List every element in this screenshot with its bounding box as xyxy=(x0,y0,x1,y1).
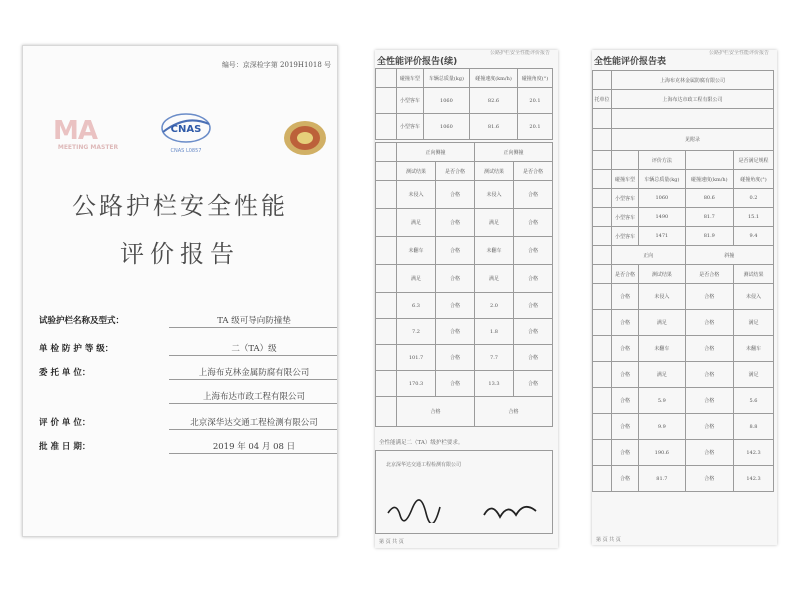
table-row xyxy=(593,466,774,492)
table-cell: 合格 xyxy=(436,345,475,371)
table-cell: 未翻车 xyxy=(734,336,774,362)
table-cell: 碰撞车型 xyxy=(612,170,639,189)
table-cell: 9.4 xyxy=(734,227,774,246)
table-cell: 101.7 xyxy=(397,345,436,371)
page-header: 公路护栏安全性能评价报告 xyxy=(489,50,550,56)
table-cell: 合格 xyxy=(514,345,553,371)
table-cell: 81.9 xyxy=(685,227,733,246)
table-row xyxy=(593,246,774,265)
table-cell: 13.3 xyxy=(475,371,514,397)
table-cell: 1.8 xyxy=(475,319,514,345)
table-cell: 未侵入 xyxy=(639,284,686,310)
info-value: TA 级可导向防撞垫 xyxy=(169,314,338,328)
table-cell: 142.3 xyxy=(734,440,774,466)
table-row xyxy=(593,151,774,170)
table-cell: 8.8 xyxy=(734,414,774,440)
info-label: 批 准 日 期： xyxy=(39,442,91,452)
table-cell: 合格 xyxy=(685,440,733,466)
seal-logo xyxy=(281,118,329,158)
table-cell: 20.1 xyxy=(517,114,552,140)
table-cell: 是否满足规程 xyxy=(734,151,774,170)
report-title-line1: 公路护栏安全性能 xyxy=(72,192,288,220)
table-cell xyxy=(593,388,612,414)
table-cell: 合格 xyxy=(685,336,733,362)
table-cell: 测试结果 xyxy=(397,162,436,181)
table-cell: 合格 xyxy=(436,293,475,319)
table-row xyxy=(376,162,553,181)
table-cell: 80.6 xyxy=(685,189,733,208)
table-cell xyxy=(376,397,397,427)
table-cell xyxy=(593,310,612,336)
table-cell xyxy=(376,114,397,140)
table-cell: 满足 xyxy=(639,310,686,336)
table-cell: 合格 xyxy=(612,336,639,362)
table-cell: 满足 xyxy=(639,362,686,388)
table-cell: 合格 xyxy=(612,284,639,310)
org-name: 北京深华达交通工程检测有限公司 xyxy=(386,462,462,468)
table-row xyxy=(376,397,553,427)
table-cell: 正向侧撞 xyxy=(475,143,553,162)
table-cell: 81.7 xyxy=(685,208,733,227)
table-row xyxy=(593,310,774,336)
table-cell: 81.7 xyxy=(639,466,686,492)
table-cell: 未翻车 xyxy=(475,237,514,265)
table-cell: 6.3 xyxy=(397,293,436,319)
table-cell: 合格 xyxy=(685,414,733,440)
table-cell: 斜撞 xyxy=(685,246,773,265)
table-cell: 170.3 xyxy=(397,371,436,397)
evaluation-table xyxy=(592,70,774,492)
table-cell: 1471 xyxy=(639,227,686,246)
table-cell: 合格 xyxy=(514,265,553,293)
table-cell xyxy=(593,71,612,90)
table-row xyxy=(593,227,774,246)
table-cell: 15.1 xyxy=(734,208,774,227)
info-value: 上海布克林金属防腐有限公司 xyxy=(169,366,338,380)
table-cell xyxy=(593,151,612,170)
info-value: 上海布达市政工程有限公司 xyxy=(169,390,338,404)
table-row xyxy=(593,129,774,151)
signature-1 xyxy=(386,499,442,523)
results-table xyxy=(375,142,553,427)
table-cell: 合格 xyxy=(514,371,553,397)
table-row xyxy=(376,319,553,345)
table-row xyxy=(593,388,774,414)
table-cell xyxy=(376,293,397,319)
table-cell: 上海布克林金属防腐有限公司 xyxy=(612,71,774,90)
info-value: 北京深华达交通工程检测有限公司 xyxy=(169,416,338,430)
report-number: 编号：京深检字第 2019H1018 号 xyxy=(221,61,331,69)
table-cell: 未侵入 xyxy=(397,181,436,209)
table-cell xyxy=(593,189,612,208)
report-table-page-a xyxy=(375,50,558,548)
vehicle-table xyxy=(375,68,553,140)
report-table-page-b xyxy=(592,50,777,545)
table-cell xyxy=(376,162,397,181)
table-row xyxy=(593,208,774,227)
cnas-logo-text: CNAS xyxy=(170,124,202,135)
table-row xyxy=(376,143,553,162)
signature-2 xyxy=(480,497,540,525)
table-cell xyxy=(593,265,612,284)
info-label: 委 托 单 位： xyxy=(39,368,91,378)
table-cell: 合格 xyxy=(612,466,639,492)
table-cell: 正向侧撞 xyxy=(397,143,475,162)
table-cell: 合格 xyxy=(612,310,639,336)
table-cell xyxy=(612,151,639,170)
table-cell: 未翻车 xyxy=(397,237,436,265)
table-cell: 是否合格 xyxy=(612,265,639,284)
table-cell xyxy=(593,284,612,310)
table-cell: 合格 xyxy=(685,284,733,310)
conclusion-text: 全性能满足二（TA）级护栏要求。 xyxy=(379,440,464,446)
table-cell: 满足 xyxy=(475,209,514,237)
table-row xyxy=(376,88,553,114)
table-cell: 未翻车 xyxy=(639,336,686,362)
cma-logo xyxy=(53,116,123,156)
info-label: 评 价 单 位： xyxy=(39,418,91,428)
table-row xyxy=(593,71,774,90)
table-cell xyxy=(593,170,612,189)
table-cell xyxy=(612,109,774,129)
table-cell: 合格 xyxy=(436,319,475,345)
table-cell xyxy=(593,246,612,265)
table-cell xyxy=(376,143,397,162)
table-cell: 合格 xyxy=(612,388,639,414)
table-cell: 碰撞角度(°) xyxy=(517,69,552,88)
table-row xyxy=(593,336,774,362)
info-value: 2019 年 04 月 08 日 xyxy=(169,440,338,454)
table-cell: 未侵入 xyxy=(734,284,774,310)
info-value: 二（TA）级 xyxy=(169,342,338,356)
page-header: 公路护栏安全性能评价报告 xyxy=(708,50,769,56)
report-title-line2: 评价报告 xyxy=(120,240,240,268)
table-cell xyxy=(593,362,612,388)
table-cell: 9.9 xyxy=(639,414,686,440)
page-title: 全性能评价报告(续) xyxy=(377,57,458,67)
table-cell: 见附录 xyxy=(612,129,774,151)
table-cell xyxy=(593,336,612,362)
table-cell xyxy=(593,414,612,440)
report-cover-page xyxy=(22,45,338,537)
table-cell: 满足 xyxy=(734,310,774,336)
table-cell: 1490 xyxy=(639,208,686,227)
table-cell: 1060 xyxy=(639,189,686,208)
info-label: 试验护栏名称及型式： xyxy=(39,316,125,326)
cnas-logo xyxy=(155,108,217,156)
cma-logo-subtext: MEETING MASTER xyxy=(57,144,119,151)
page-footer: 第 页 共 页 xyxy=(379,539,404,545)
table-cell xyxy=(685,151,733,170)
table-row xyxy=(376,181,553,209)
table-cell xyxy=(376,319,397,345)
table-cell: 81.6 xyxy=(469,114,517,140)
table-cell: 0.2 xyxy=(734,189,774,208)
table-cell: 碰撞速度(km/h) xyxy=(685,170,733,189)
table-cell: 托单位 xyxy=(593,90,612,109)
table-cell: 是否合格 xyxy=(514,162,553,181)
table-cell: 评价方法 xyxy=(639,151,686,170)
table-row xyxy=(376,293,553,319)
table-row xyxy=(593,284,774,310)
table-cell: 合格 xyxy=(436,371,475,397)
table-cell: 小型客车 xyxy=(397,88,424,114)
table-cell xyxy=(376,181,397,209)
table-cell: 1060 xyxy=(423,114,469,140)
table-cell xyxy=(376,237,397,265)
table-cell: 合格 xyxy=(514,319,553,345)
table-cell: 20.1 xyxy=(517,88,552,114)
table-cell xyxy=(376,371,397,397)
table-row xyxy=(593,440,774,466)
table-cell: 合格 xyxy=(685,362,733,388)
page-footer: 第 页 共 页 xyxy=(596,537,621,543)
table-row xyxy=(593,362,774,388)
table-cell: 7.2 xyxy=(397,319,436,345)
table-cell xyxy=(593,129,612,151)
table-row xyxy=(593,414,774,440)
table-cell: 合格 xyxy=(685,310,733,336)
table-cell: 82.6 xyxy=(469,88,517,114)
table-cell: 5.6 xyxy=(734,388,774,414)
table-cell: 是否合格 xyxy=(685,265,733,284)
table-row xyxy=(593,109,774,129)
table-cell xyxy=(593,227,612,246)
table-cell: 小型客车 xyxy=(612,227,639,246)
table-cell: 满足 xyxy=(734,362,774,388)
table-cell: 合格 xyxy=(514,181,553,209)
table-cell: 合格 xyxy=(685,388,733,414)
table-cell: 碰撞车型 xyxy=(397,69,424,88)
table-cell: 测试结果 xyxy=(639,265,686,284)
table-cell xyxy=(593,440,612,466)
cnas-logo-subtext: CNAS L0857 xyxy=(170,148,202,154)
table-row xyxy=(593,189,774,208)
table-cell: 合格 xyxy=(475,397,553,427)
table-row xyxy=(376,237,553,265)
table-cell: 合格 xyxy=(612,414,639,440)
page-title: 全性能评价报告表 xyxy=(594,57,667,67)
table-cell xyxy=(376,209,397,237)
table-row xyxy=(593,265,774,284)
table-cell: 碰撞速度(km/h) xyxy=(469,69,517,88)
table-row xyxy=(376,265,553,293)
table-row xyxy=(376,371,553,397)
table-cell: 车辆总质量(kg) xyxy=(639,170,686,189)
table-cell: 上海布达市政工程有限公司 xyxy=(612,90,774,109)
signature-box xyxy=(375,450,553,534)
table-cell: 满足 xyxy=(397,209,436,237)
table-cell: 142.3 xyxy=(734,466,774,492)
table-cell: 合格 xyxy=(612,362,639,388)
table-row xyxy=(376,69,553,88)
table-cell: 5.9 xyxy=(639,388,686,414)
table-cell: 190.6 xyxy=(639,440,686,466)
table-cell xyxy=(593,109,612,129)
table-cell: 小型客车 xyxy=(612,208,639,227)
table-cell: 2.0 xyxy=(475,293,514,319)
table-cell xyxy=(376,88,397,114)
table-row xyxy=(376,209,553,237)
table-row xyxy=(376,114,553,140)
info-label: 单 检 防 护 等 级： xyxy=(39,344,114,354)
table-cell xyxy=(593,208,612,227)
table-cell: 小型客车 xyxy=(612,189,639,208)
table-row xyxy=(593,170,774,189)
table-cell xyxy=(593,466,612,492)
cma-logo-text: MA xyxy=(53,116,97,146)
table-row xyxy=(593,90,774,109)
table-cell: 1060 xyxy=(423,88,469,114)
table-cell: 合格 xyxy=(514,209,553,237)
table-cell: 测试结果 xyxy=(734,265,774,284)
table-cell: 测试结果 xyxy=(475,162,514,181)
table-cell xyxy=(376,265,397,293)
table-row xyxy=(376,345,553,371)
table-cell: 合格 xyxy=(436,265,475,293)
table-cell: 正向 xyxy=(612,246,686,265)
table-cell: 合格 xyxy=(436,181,475,209)
table-cell: 车辆总质量(kg) xyxy=(423,69,469,88)
table-cell xyxy=(376,69,397,88)
table-cell: 是否合格 xyxy=(436,162,475,181)
table-cell: 合格 xyxy=(612,440,639,466)
table-cell: 未侵入 xyxy=(475,181,514,209)
table-cell xyxy=(376,345,397,371)
table-cell: 合格 xyxy=(685,466,733,492)
table-cell: 合格 xyxy=(514,237,553,265)
table-cell: 7.7 xyxy=(475,345,514,371)
table-cell: 合格 xyxy=(514,293,553,319)
table-cell: 满足 xyxy=(397,265,436,293)
table-cell: 碰撞角度(°) xyxy=(734,170,774,189)
table-cell: 满足 xyxy=(475,265,514,293)
table-cell: 合格 xyxy=(436,237,475,265)
table-cell: 合格 xyxy=(397,397,475,427)
table-cell: 合格 xyxy=(436,209,475,237)
table-cell: 小型客车 xyxy=(397,114,424,140)
